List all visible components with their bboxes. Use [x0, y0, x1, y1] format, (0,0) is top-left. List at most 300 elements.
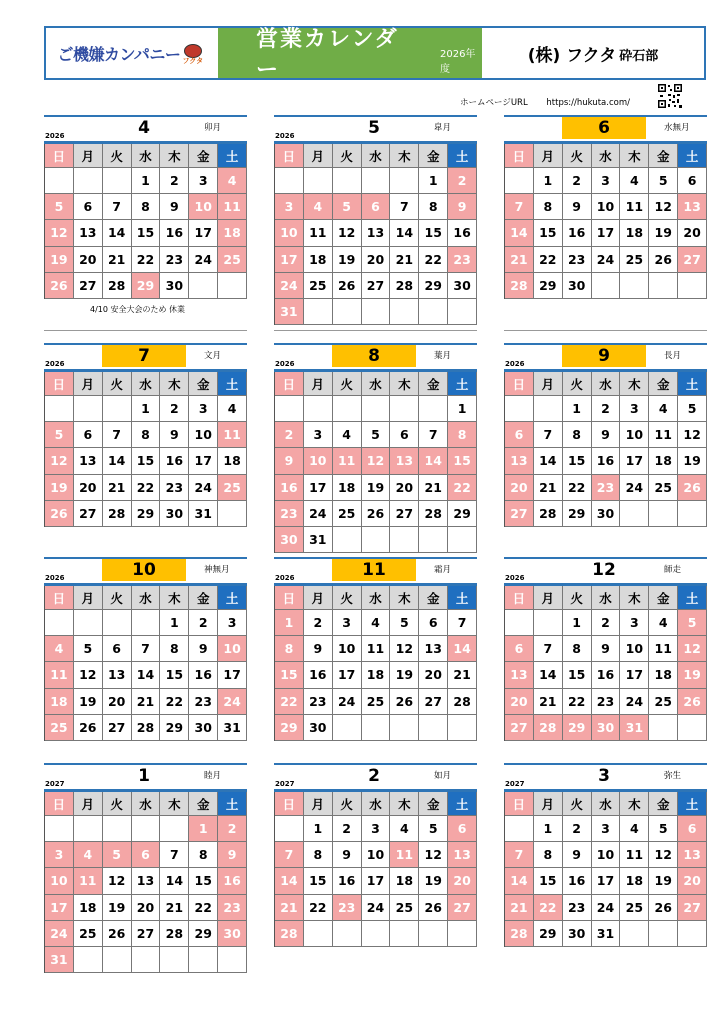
day-cell: 12	[649, 194, 678, 219]
holiday-cell: 27	[505, 715, 534, 740]
week-row	[45, 194, 247, 220]
week-row	[45, 842, 247, 868]
day-cell: 25	[333, 501, 362, 526]
empty-cell	[448, 299, 477, 324]
empty-cell	[218, 947, 247, 972]
day-cell: 18	[620, 868, 649, 893]
day-cell: 30	[563, 921, 592, 946]
day-cell: 3	[189, 396, 218, 421]
empty-cell	[333, 715, 362, 740]
holiday-cell: 16	[275, 475, 304, 500]
empty-cell	[74, 396, 103, 421]
weekday-label: 水	[592, 144, 621, 167]
holiday-cell: 23	[333, 895, 362, 920]
day-cell: 17	[333, 662, 362, 687]
day-cell: 23	[160, 247, 189, 272]
holiday-cell: 22	[448, 475, 477, 500]
day-cell: 15	[419, 220, 448, 245]
day-cell: 22	[534, 247, 563, 272]
holiday-cell: 8	[448, 422, 477, 447]
day-cell: 6	[74, 422, 103, 447]
weekday-label: 月	[304, 586, 333, 609]
day-cell: 6	[390, 422, 419, 447]
month-traditional-name: 長月	[664, 351, 682, 361]
holiday-cell: 29	[275, 715, 304, 740]
weekday-header-row	[505, 792, 707, 816]
empty-cell	[592, 273, 621, 298]
weekday-label: 土	[678, 372, 707, 395]
month-number: 2	[368, 766, 380, 786]
day-cell: 24	[620, 475, 649, 500]
holiday-cell: 30	[218, 921, 247, 946]
day-cell: 29	[132, 501, 161, 526]
day-cell: 19	[333, 247, 362, 272]
day-cell: 25	[620, 895, 649, 920]
holiday-cell: 5	[678, 610, 707, 635]
day-cell: 1	[448, 396, 477, 421]
day-cell: 28	[419, 501, 448, 526]
weekday-label: 土	[448, 792, 477, 815]
day-cell: 30	[592, 501, 621, 526]
day-cell: 20	[419, 662, 448, 687]
week-row	[45, 921, 247, 947]
day-cell: 1	[160, 610, 189, 635]
fiscal-year-label: 2026年度	[439, 49, 476, 75]
holiday-cell: 11	[45, 662, 74, 687]
day-cell: 2	[160, 396, 189, 421]
weekday-label: 土	[218, 586, 247, 609]
holiday-cell: 19	[45, 247, 74, 272]
day-cell: 16	[592, 662, 621, 687]
holiday-cell: 5	[45, 422, 74, 447]
holiday-cell: 29	[132, 273, 161, 298]
month-traditional-name: 如月	[434, 771, 452, 781]
empty-cell	[103, 947, 132, 972]
day-cell: 13	[74, 220, 103, 245]
week-row	[275, 715, 477, 741]
holiday-cell: 30	[592, 715, 621, 740]
month-traditional-name: 文月	[204, 351, 222, 361]
empty-cell	[649, 715, 678, 740]
day-cell: 5	[649, 816, 678, 841]
empty-cell	[534, 396, 563, 421]
day-cell: 19	[649, 220, 678, 245]
holiday-cell: 21	[505, 895, 534, 920]
empty-cell	[505, 396, 534, 421]
weekday-label: 水	[592, 586, 621, 609]
holiday-cell: 6	[132, 842, 161, 867]
day-cell: 26	[74, 715, 103, 740]
day-cell: 21	[103, 247, 132, 272]
weekday-label: 日	[275, 144, 304, 167]
day-cell: 28	[534, 501, 563, 526]
empty-cell	[505, 610, 534, 635]
day-cell: 23	[563, 895, 592, 920]
day-cell: 29	[534, 921, 563, 946]
empty-cell	[390, 527, 419, 552]
empty-cell	[448, 527, 477, 552]
week-row	[45, 816, 247, 842]
month-number: 10	[102, 559, 186, 581]
day-cell: 16	[304, 662, 333, 687]
empty-cell	[362, 715, 391, 740]
day-cell: 10	[189, 422, 218, 447]
day-cell: 4	[218, 396, 247, 421]
homepage-url[interactable]: https://hukuta.com/	[546, 98, 630, 108]
holiday-cell: 20	[678, 868, 707, 893]
month-number: 9	[562, 345, 646, 367]
weekday-label: 日	[275, 586, 304, 609]
weekday-label: 日	[45, 372, 74, 395]
day-cell: 8	[132, 194, 161, 219]
day-cell: 29	[448, 501, 477, 526]
week-row	[505, 610, 707, 636]
weekday-label: 月	[304, 792, 333, 815]
day-cell: 29	[419, 273, 448, 298]
month-year: 2026	[45, 360, 65, 368]
weekday-label: 土	[678, 792, 707, 815]
holiday-cell: 15	[448, 448, 477, 473]
day-cell: 5	[362, 422, 391, 447]
holiday-cell: 19	[678, 662, 707, 687]
day-cell: 17	[592, 868, 621, 893]
day-cell: 13	[419, 636, 448, 661]
empty-cell	[304, 921, 333, 946]
day-cell: 7	[132, 636, 161, 661]
day-cell: 27	[390, 501, 419, 526]
day-cell: 3	[592, 816, 621, 841]
day-cell: 31	[189, 501, 218, 526]
holiday-cell: 14	[448, 636, 477, 661]
week-row	[505, 689, 707, 715]
day-cell: 30	[563, 273, 592, 298]
holiday-cell: 3	[275, 194, 304, 219]
weekday-header-row	[45, 372, 247, 396]
holiday-cell: 12	[45, 220, 74, 245]
day-cell: 29	[160, 715, 189, 740]
divider	[504, 330, 707, 331]
holiday-cell: 1	[189, 816, 218, 841]
month-traditional-name: 弥生	[664, 771, 682, 781]
weekday-label: 月	[534, 144, 563, 167]
day-cell: 23	[592, 689, 621, 714]
day-cell: 25	[649, 689, 678, 714]
day-cell: 5	[74, 636, 103, 661]
holiday-cell: 24	[275, 273, 304, 298]
holiday-cell: 9	[275, 448, 304, 473]
day-cell: 28	[103, 501, 132, 526]
holiday-cell: 16	[218, 868, 247, 893]
holiday-cell: 18	[45, 689, 74, 714]
week-row	[275, 610, 477, 636]
weekday-label: 月	[534, 372, 563, 395]
weekday-label: 金	[189, 792, 218, 815]
day-cell: 14	[103, 448, 132, 473]
day-cell: 5	[419, 816, 448, 841]
holiday-cell: 11	[390, 842, 419, 867]
empty-cell	[419, 921, 448, 946]
day-cell: 19	[649, 868, 678, 893]
weekday-label: 月	[534, 586, 563, 609]
month-year: 2027	[45, 780, 65, 788]
qr-code-icon[interactable]	[657, 83, 683, 109]
week-row	[505, 168, 707, 194]
day-cell: 11	[649, 636, 678, 661]
week-row	[505, 220, 707, 246]
day-cell: 17	[620, 662, 649, 687]
month-year: 2027	[275, 780, 295, 788]
day-cell: 9	[563, 194, 592, 219]
week-row	[275, 273, 477, 299]
day-cell: 26	[419, 895, 448, 920]
day-cell: 22	[132, 475, 161, 500]
month-grid	[504, 792, 707, 947]
day-cell: 20	[390, 475, 419, 500]
day-cell: 2	[160, 168, 189, 193]
weekday-label: 金	[419, 586, 448, 609]
weekday-label: 月	[74, 586, 103, 609]
week-row	[505, 194, 707, 220]
day-cell: 3	[218, 610, 247, 635]
weekday-label: 日	[505, 792, 534, 815]
day-cell: 12	[103, 868, 132, 893]
holiday-cell: 31	[45, 947, 74, 972]
week-row	[45, 273, 247, 299]
day-cell: 3	[333, 610, 362, 635]
day-cell: 26	[649, 895, 678, 920]
holiday-cell: 17	[45, 895, 74, 920]
day-cell: 9	[160, 194, 189, 219]
week-row	[45, 868, 247, 894]
holiday-cell: 5	[103, 842, 132, 867]
day-cell: 22	[304, 895, 333, 920]
month-grid	[274, 144, 477, 325]
day-cell: 3	[620, 396, 649, 421]
day-cell: 9	[333, 842, 362, 867]
day-cell: 5	[649, 168, 678, 193]
weekday-label: 金	[649, 586, 678, 609]
holiday-cell: 12	[45, 448, 74, 473]
day-cell: 24	[189, 475, 218, 500]
empty-cell	[620, 921, 649, 946]
day-cell: 4	[390, 816, 419, 841]
day-cell: 14	[132, 662, 161, 687]
week-row	[505, 448, 707, 474]
day-cell: 17	[218, 662, 247, 687]
day-cell: 20	[74, 247, 103, 272]
weekday-label: 日	[275, 372, 304, 395]
day-cell: 8	[534, 842, 563, 867]
empty-cell	[103, 816, 132, 841]
empty-cell	[419, 396, 448, 421]
day-cell: 12	[74, 662, 103, 687]
month-grid	[44, 144, 247, 299]
empty-cell	[448, 921, 477, 946]
day-cell: 4	[362, 610, 391, 635]
empty-cell	[74, 947, 103, 972]
day-cell: 4	[620, 168, 649, 193]
divider	[274, 330, 477, 331]
holiday-cell: 2	[448, 168, 477, 193]
day-cell: 1	[132, 396, 161, 421]
day-cell: 28	[448, 689, 477, 714]
week-row	[275, 475, 477, 501]
day-cell: 15	[534, 868, 563, 893]
empty-cell	[362, 168, 391, 193]
weekday-label: 金	[649, 144, 678, 167]
day-cell: 21	[419, 475, 448, 500]
month-year: 2026	[505, 360, 525, 368]
holiday-cell: 26	[678, 475, 707, 500]
holiday-cell: 8	[275, 636, 304, 661]
weekday-label: 土	[448, 144, 477, 167]
holiday-cell: 23	[592, 475, 621, 500]
weekday-label: 木	[160, 372, 189, 395]
calendar-header	[44, 26, 706, 83]
day-cell: 8	[534, 194, 563, 219]
day-cell: 30	[160, 501, 189, 526]
holiday-cell: 22	[534, 895, 563, 920]
month-traditional-name: 葉月	[434, 351, 452, 361]
day-cell: 12	[333, 220, 362, 245]
weekday-label: 水	[132, 372, 161, 395]
day-cell: 13	[362, 220, 391, 245]
day-cell: 14	[160, 868, 189, 893]
day-cell: 9	[592, 422, 621, 447]
empty-cell	[362, 396, 391, 421]
week-row	[505, 715, 707, 741]
weekday-header-row	[275, 144, 477, 168]
week-row	[505, 921, 707, 947]
day-cell: 3	[304, 422, 333, 447]
day-cell: 11	[362, 636, 391, 661]
day-cell: 10	[362, 842, 391, 867]
day-cell: 8	[304, 842, 333, 867]
week-row	[505, 868, 707, 894]
day-cell: 11	[620, 194, 649, 219]
empty-cell	[678, 501, 707, 526]
weekday-label: 月	[304, 144, 333, 167]
week-row	[505, 396, 707, 422]
empty-cell	[275, 816, 304, 841]
day-cell: 18	[333, 475, 362, 500]
holiday-cell: 11	[74, 868, 103, 893]
week-row	[275, 689, 477, 715]
day-cell: 2	[592, 396, 621, 421]
month-traditional-name: 霜月	[434, 565, 452, 575]
day-cell: 30	[448, 273, 477, 298]
day-cell: 24	[304, 501, 333, 526]
day-cell: 21	[103, 475, 132, 500]
month-year: 2026	[275, 360, 295, 368]
holiday-cell: 12	[678, 636, 707, 661]
week-row	[275, 194, 477, 220]
day-cell: 19	[74, 689, 103, 714]
day-cell: 8	[563, 422, 592, 447]
month-year: 2026	[45, 574, 65, 582]
holiday-cell: 23	[275, 501, 304, 526]
month-number: 3	[598, 766, 610, 786]
day-cell: 20	[103, 689, 132, 714]
holiday-cell: 11	[218, 194, 247, 219]
empty-cell	[362, 299, 391, 324]
weekday-label: 日	[505, 372, 534, 395]
day-cell: 7	[534, 422, 563, 447]
day-cell: 15	[132, 220, 161, 245]
holiday-cell: 24	[45, 921, 74, 946]
company-name: (株) フクタ	[527, 45, 617, 66]
holiday-cell: 6	[678, 816, 707, 841]
weekday-label: 日	[45, 586, 74, 609]
weekday-label: 火	[103, 144, 132, 167]
day-cell: 7	[103, 194, 132, 219]
empty-cell	[304, 299, 333, 324]
empty-cell	[649, 273, 678, 298]
empty-cell	[304, 168, 333, 193]
weekday-label: 火	[563, 792, 592, 815]
month-number: 6	[562, 117, 646, 139]
day-cell: 22	[419, 247, 448, 272]
month-grid	[44, 792, 247, 973]
day-cell: 30	[304, 715, 333, 740]
day-cell: 7	[448, 610, 477, 635]
empty-cell	[390, 299, 419, 324]
day-cell: 15	[304, 868, 333, 893]
day-cell: 17	[592, 220, 621, 245]
day-cell: 15	[189, 868, 218, 893]
week-row	[45, 501, 247, 527]
week-row	[45, 636, 247, 662]
holiday-cell: 10	[304, 448, 333, 473]
weekday-label: 木	[160, 144, 189, 167]
day-cell: 18	[218, 448, 247, 473]
month-number: 8	[332, 345, 416, 367]
day-cell: 2	[304, 610, 333, 635]
holiday-cell: 10	[218, 636, 247, 661]
holiday-cell: 3	[45, 842, 74, 867]
day-cell: 23	[304, 689, 333, 714]
day-cell: 22	[189, 895, 218, 920]
month-year: 2026	[275, 132, 295, 140]
weekday-label: 金	[189, 586, 218, 609]
holiday-cell: 2	[275, 422, 304, 447]
holiday-cell: 6	[448, 816, 477, 841]
day-cell: 18	[649, 662, 678, 687]
week-row	[275, 842, 477, 868]
day-cell: 21	[448, 662, 477, 687]
day-cell: 1	[304, 816, 333, 841]
empty-cell	[74, 610, 103, 635]
day-cell: 9	[189, 636, 218, 661]
day-cell: 23	[563, 247, 592, 272]
day-cell: 8	[419, 194, 448, 219]
empty-cell	[74, 168, 103, 193]
empty-cell	[103, 396, 132, 421]
weekday-label: 木	[620, 586, 649, 609]
month-number: 4	[138, 118, 150, 138]
title-block	[218, 27, 482, 83]
weekday-label: 水	[362, 144, 391, 167]
day-cell: 6	[74, 194, 103, 219]
day-cell: 8	[563, 636, 592, 661]
empty-cell	[132, 610, 161, 635]
holiday-cell: 4	[304, 194, 333, 219]
day-cell: 29	[563, 501, 592, 526]
day-cell: 1	[563, 610, 592, 635]
holiday-cell: 23	[218, 895, 247, 920]
weekday-label: 日	[275, 792, 304, 815]
empty-cell	[103, 610, 132, 635]
